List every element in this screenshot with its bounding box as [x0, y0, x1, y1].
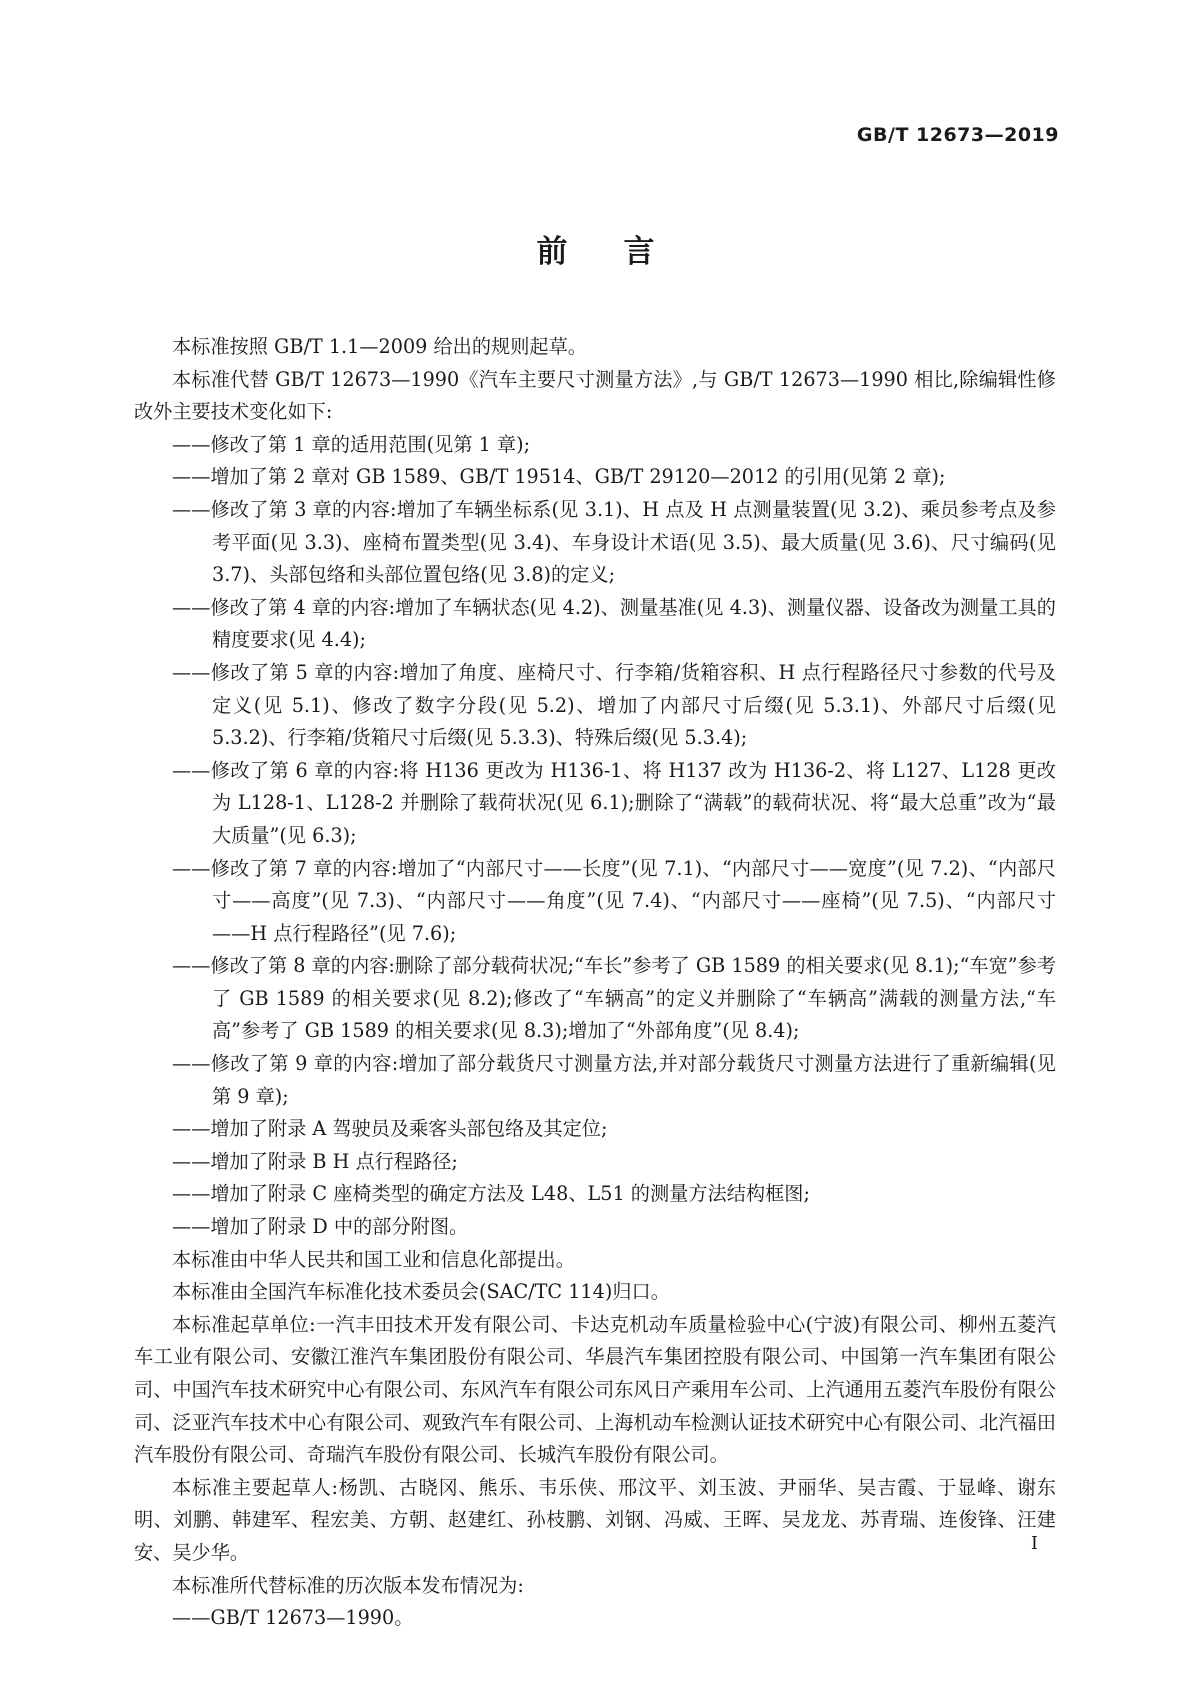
list-item: ——增加了附录 C 座椅类型的确定方法及 L48、L51 的测量方法结构框图; — [172, 1182, 810, 1206]
list-item: ——修改了第 5 章的内容:增加了角度、座椅尺寸、行李箱/货箱容积、H 点行程路径尺寸参数的代号及定义(见 5.1)、修改了数字分段(见 5.2)、增加了内部尺寸后缀(见 5.3.1)、外部尺寸后缀(见 5.3.2)、行李箱/货箱尺寸后缀(见 5.3.3)、特殊后缀(见 5.3.4); — [172, 660, 1056, 750]
list-item: ——修改了第 7 章的内容:增加了“内部尺寸——长度”(见 7.1)、“内部尺寸——宽度”(见 7.2)、“内部尺寸——高度”(见 7.3)、“内部尺寸——角度”(见 7.4)、“内部尺寸——座椅”(见 7.5)、“内部尺寸——H 点行程路径”(见 7.6); — [172, 856, 1056, 945]
list-item: ——增加了第 2 章对 GB 1589、GB/T 19514、GB/T 29120—2012 的引用(见第 2 章); — [172, 465, 946, 489]
page-number: I — [1030, 1533, 1038, 1554]
list-item: ——修改了第 1 章的适用范围(见第 1 章); — [172, 432, 531, 456]
paragraph: 本标准代替 GB/T 12673—1990《汽车主要尺寸测量方法》,与 GB/T 12673—1990 相比,除编辑性修改外主要技术变化如下: — [134, 367, 1056, 424]
list-item: ——修改了第 4 章的内容:增加了车辆状态(见 4.2)、测量基准(见 4.3)、测量仪器、设备改为测量工具的精度要求(见 4.4); — [172, 595, 1056, 652]
paragraph: 本标准由中华人民共和国工业和信息化部提出。 — [172, 1247, 575, 1271]
list-item: ——增加了附录 B H 点行程路径; — [172, 1149, 458, 1173]
list-item: ——增加了附录 D 中的部分附图。 — [172, 1215, 469, 1239]
list-item: ——增加了附录 A 驾驶员及乘客头部包络及其定位; — [172, 1117, 608, 1141]
list-item: ——修改了第 9 章的内容:增加了部分载货尺寸测量方法,并对部分载货尺寸测量方法进行了重新编辑(见第 9 章); — [172, 1052, 1056, 1108]
paragraph: 本标准由全国汽车标准化技术委员会(SAC/TC 114)归口。 — [172, 1280, 670, 1304]
page-title: 前言 — [536, 234, 711, 270]
list-item: ——修改了第 3 章的内容:增加了车辆坐标系(见 3.1)、H 点及 H 点测量装置(见 3.2)、乘员参考点及参考平面(见 3.3)、座椅布置类型(见 3.4)、车身设计术语(见 3.5)、最大质量(见 3.6)、尺寸编码(见 3.7)、头部包络和头部位置包络(见 3.8)的定义; — [172, 497, 1056, 587]
paragraph: 本标准按照 GB/T 1.1—2009 给出的规则起草。 — [172, 335, 587, 358]
list-item: ——修改了第 6 章的内容:将 H136 更改为 H136-1、将 H137 改为 H136-2、将 L127、L128 更改为 L128-1、L128-2 并删除了载荷状况(见 6.1);删除了“满载”的载荷状况、将“最大总重”改为“最大质量”(见 6.3); — [172, 758, 1056, 847]
paragraph: 本标准主要起草人:杨凯、古晓冈、熊乐、韦乐侠、邢汶平、刘玉波、尹丽华、吴吉霞、于显峰、谢东明、刘鹏、韩建军、程宏美、方朝、赵建红、孙枝鹏、刘钢、冯威、王晖、吴龙龙、苏青瑞、连俊锋、汪建安、吴少华。 — [134, 1475, 1056, 1564]
paragraph: 本标准起草单位:一汽丰田技术开发有限公司、卡达克机动车质量检验中心(宁波)有限公司、柳州五菱汽车工业有限公司、安徽江淮汽车集团股份有限公司、华晨汽车集团控股有限公司、中国第一汽车集团有限公司、中国汽车技术研究中心有限公司、东风汽车有限公司东风日产乘用车公司、上汽通用五菱汽车股份有限公司、泛亚汽车技术中心有限公司、观致汽车有限公司、上海机动车检测认证技术研究中心有限公司、北汽福田汽车股份有限公司、奇瑞汽车股份有限公司、长城汽车股份有限公司。 — [134, 1312, 1056, 1467]
history-list-item: ——GB/T 12673—1990。 — [172, 1606, 414, 1630]
standard-code: GB/T 12673—2019 — [856, 124, 1059, 146]
document-body — [134, 331, 1056, 1635]
list-item: ——修改了第 8 章的内容:删除了部分载荷状况;“车长”参考了 GB 1589 的相关要求(见 8.1);“车宽”参考了 GB 1589 的相关要求(见 8.2);修改了“车辆高”的定义并删除了“车辆高”满载的测量方法,“车高”参考了 GB 1589 的相关要求(见 8.3);增加了“外部角度”(见 8.4); — [172, 954, 1056, 1043]
paragraph: 本标准所代替标准的历次版本发布情况为: — [172, 1573, 524, 1597]
